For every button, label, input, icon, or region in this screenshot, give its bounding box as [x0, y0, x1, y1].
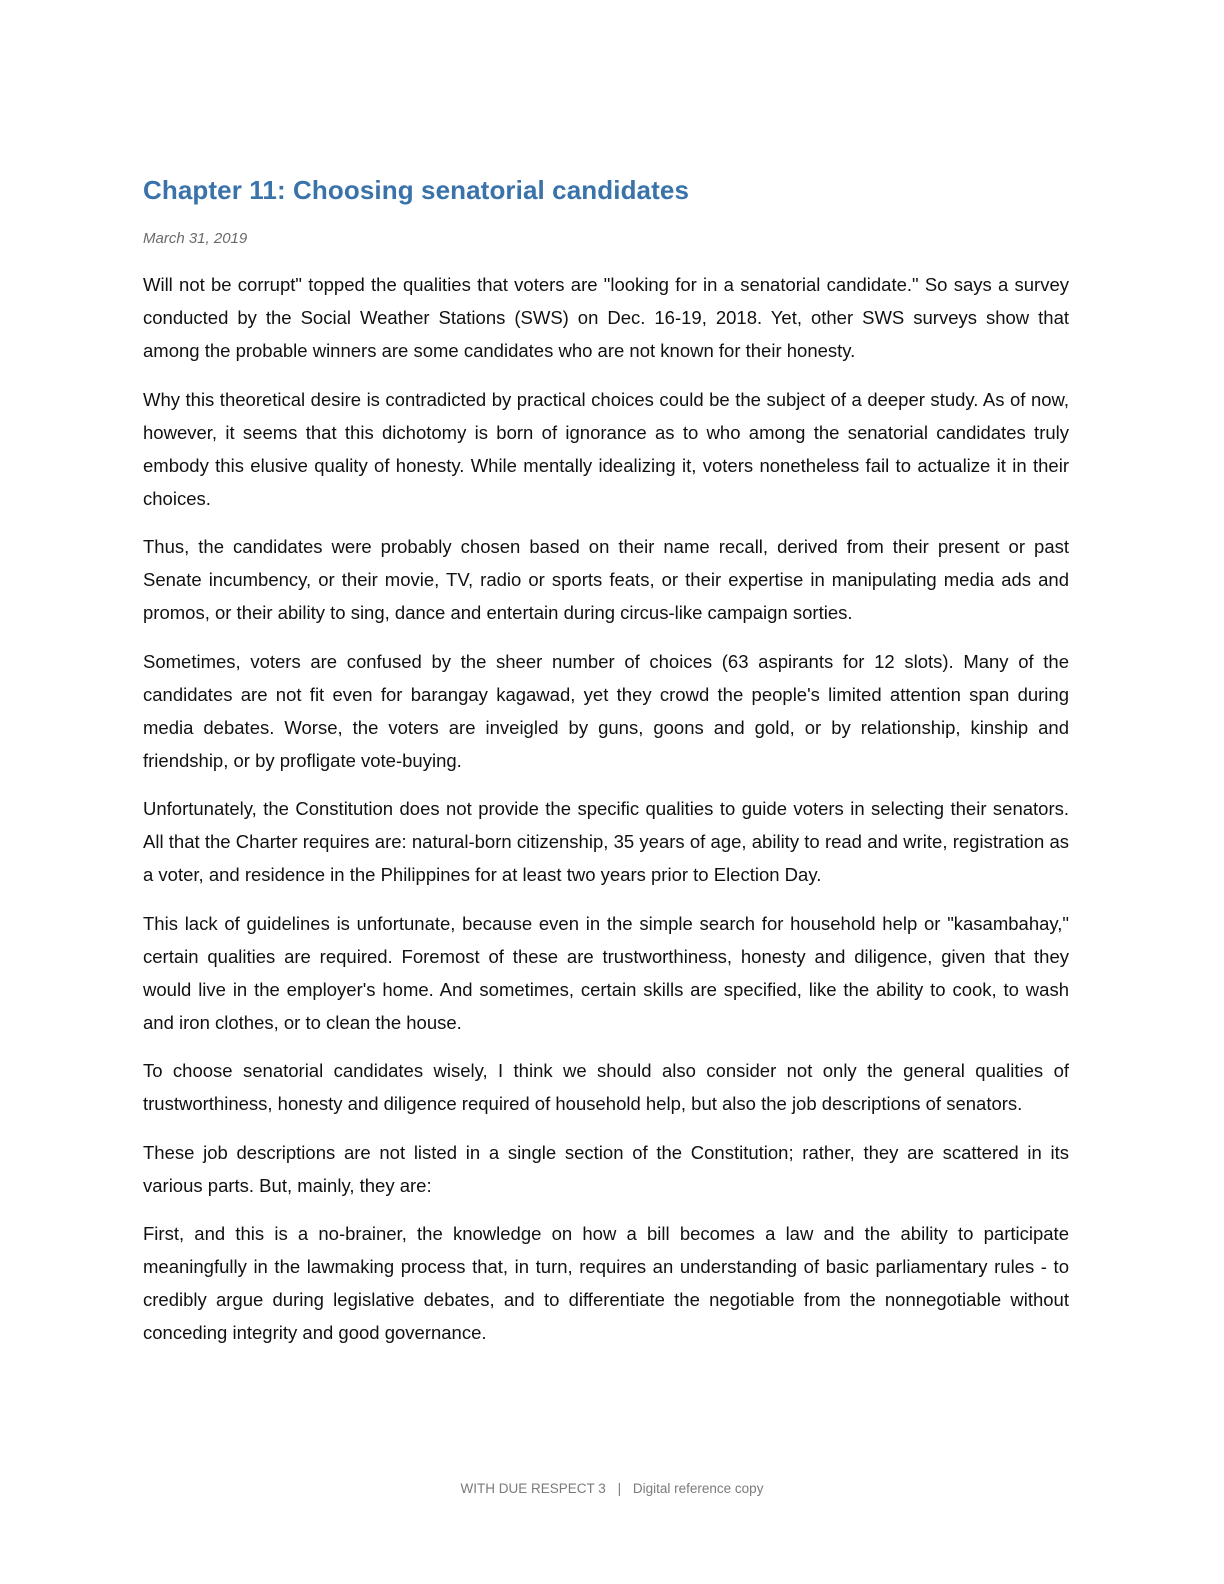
- chapter-title: Chapter 11: Choosing senatorial candidates: [143, 175, 689, 205]
- paragraph: First, and this is a no-brainer, the knowledge on how a bill becomes a law and the ability to participate meaningfully in the lawmaking process that, in turn, requires an understanding of basic parliamentary rules - to credibly argue during legislative debates, and to differentiate the negotiable from the nonnegotiable without conceding integrity and good governance.: [143, 1223, 1069, 1343]
- footer-separator: |: [617, 1481, 622, 1496]
- paragraph: These job descriptions are not listed in a single section of the Constitution; rather, they are scattered in its various parts. But, mainly, they are:: [143, 1141, 1069, 1196]
- paragraph: This lack of guidelines is unfortunate, because even in the simple search for household help or "kasambahay," certain qualities are required. Foremost of these are trustworthiness, honesty and diligence, given that they would live in the employer's home. And sometimes, certain skills are specified, like the ability to cook, to wash and iron clothes, or to clean the house.: [143, 912, 1069, 1033]
- paragraph: Why this theoretical desire is contradicted by practical choices could be the subject of a deeper study. As of now, however, it seems that this dichotomy is born of ignorance as to who among the senatorial candidates truly embody this elusive quality of honesty. While mentally idealizing it, voters nonetheless fail to actualize it in their choices.: [143, 388, 1069, 509]
- paragraph: Will not be corrupt" topped the qualities that voters are "looking for in a senatorial candidate." So says a survey conducted by the Social Weather Stations (SWS) on Dec. 16-19, 2018. Yet, other SWS surveys show that among the probable winners are some candidates who are not known for their honesty.: [143, 274, 1069, 361]
- paragraph: To choose senatorial candidates wisely, I think we should also consider not only the general qualities of trustworthiness, honesty and diligence required of household help, but also the job descriptions of senators.: [143, 1060, 1069, 1114]
- footer-note: Digital reference copy: [632, 1481, 764, 1496]
- document-page: [143, 170, 1069, 1365]
- page-footer: [0, 1479, 1224, 1499]
- footer-book-title: WITH DUE RESPECT 3: [460, 1481, 606, 1496]
- paragraph: Sometimes, voters are confused by the sheer number of choices (63 aspirants for 12 slots). Many of the candidates are not fit even for barangay kagawad, yet they crowd the people's limited attention span during media debates. Worse, the voters are inveigled by guns, goons and gold, or by relationship, kinship and friendship, or by profligate vote-buying.: [143, 650, 1069, 771]
- paragraph: Unfortunately, the Constitution does not provide the specific qualities to guide voters in selecting their senators. All that the Charter requires are: natural-born citizenship, 35 years of age, ability to read and write, registration as a voter, and residence in the Philippines for at least two years prior to Election Day.: [143, 798, 1069, 885]
- publication-date: March 31, 2019: [143, 230, 248, 247]
- paragraph: Thus, the candidates were probably chosen based on their name recall, derived from their present or past Senate incumbency, or their movie, TV, radio or sports feats, or their expertise in manipulating media ads and promos, or their ability to sing, dance and entertain during circus-like campaign sorties.: [143, 536, 1069, 623]
- article-body: [143, 268, 1069, 1349]
